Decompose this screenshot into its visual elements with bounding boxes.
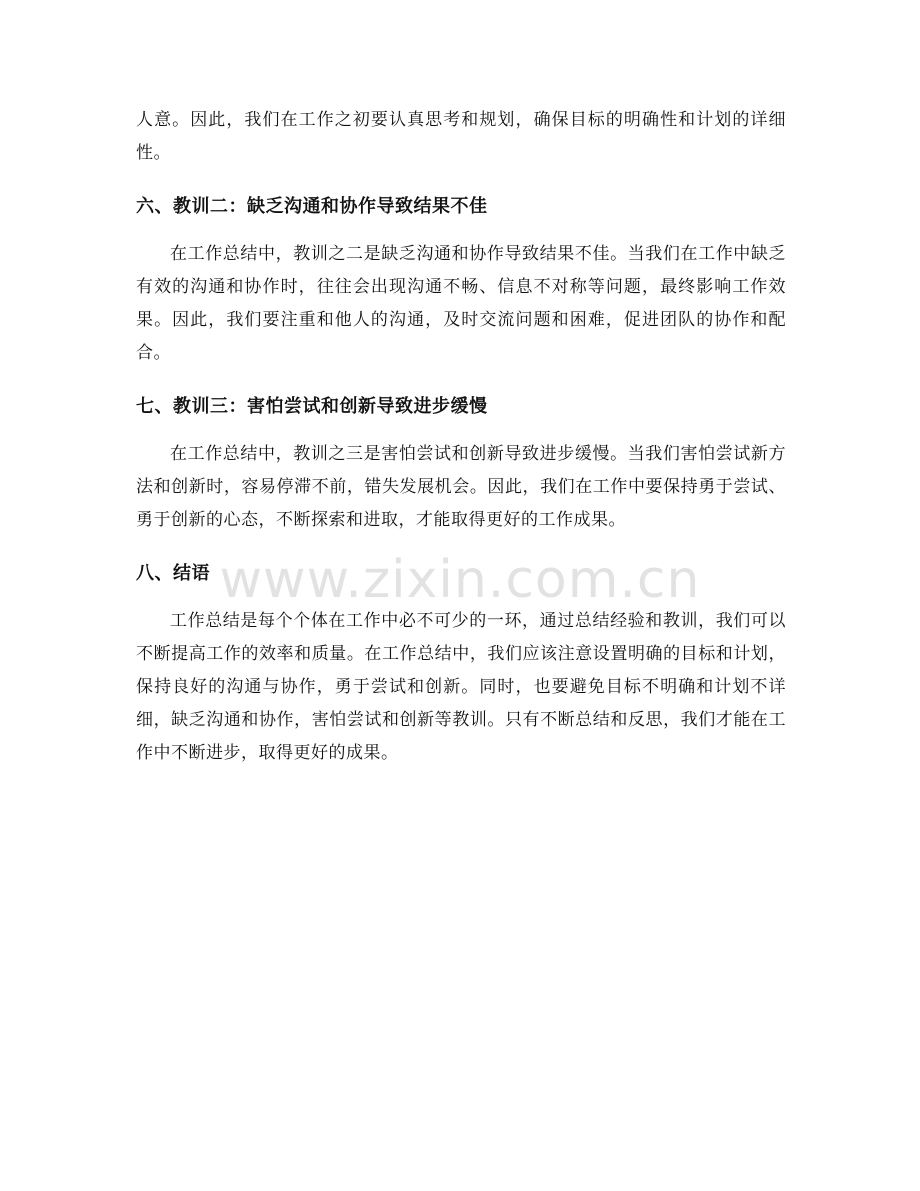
spacer <box>136 370 786 393</box>
section-heading-lesson-two: 六、教训二：缺乏沟通和协作导致结果不佳 <box>136 196 488 217</box>
section-paragraph-lesson-three: 在工作总结中，教训之三是害怕尝试和创新导致进步缓慢。当我们害怕尝试新方法和创新时，容易停滞不前，错失发展机会。因此，我们在工作中要保持勇于尝试、勇于创新的心态，不断探索和进取，才能取得更好的工作成果。 <box>136 444 786 530</box>
watermark: www.zixin.com.cn <box>219 550 701 610</box>
spacer <box>136 221 786 238</box>
section-paragraph-conclusion: 工作总结是每个个体在工作中必不可少的一环，通过总结经验和教训，我们可以不断提高工作的效率和质量。在工作总结中，我们应该注意设置明确的目标和计划，保持良好的沟通与协作，勇于尝试和创新。同时，也要避免目标不明确和计划不详细，缺乏沟通和协作，害怕尝试和创新等教训。只有不断总结和反思，我们才能在工作中不断进步，取得更好的成果。 <box>136 611 786 763</box>
spacer <box>136 588 786 605</box>
section-heading-conclusion: 八、结语 <box>136 563 210 584</box>
section-heading-lesson-three: 七、教训三：害怕尝试和创新导致进步缓慢 <box>136 396 488 417</box>
spacer <box>136 537 786 560</box>
spacer <box>136 421 786 438</box>
section-paragraph-lesson-two: 在工作总结中，教训之二是缺乏沟通和协作导致结果不佳。当我们在工作中缺乏有效的沟通和协作时，往往会出现沟通不畅、信息不对称等问题，最终影响工作效果。因此，我们要注重和他人的沟通，及时交流问题和困难，促进团队的协作和配合。 <box>136 244 786 363</box>
spacer <box>136 170 786 193</box>
document-page <box>136 104 786 770</box>
intro-paragraph: 人意。因此，我们在工作之初要认真思考和规划，确保目标的明确性和计划的详细性。 <box>136 110 786 163</box>
